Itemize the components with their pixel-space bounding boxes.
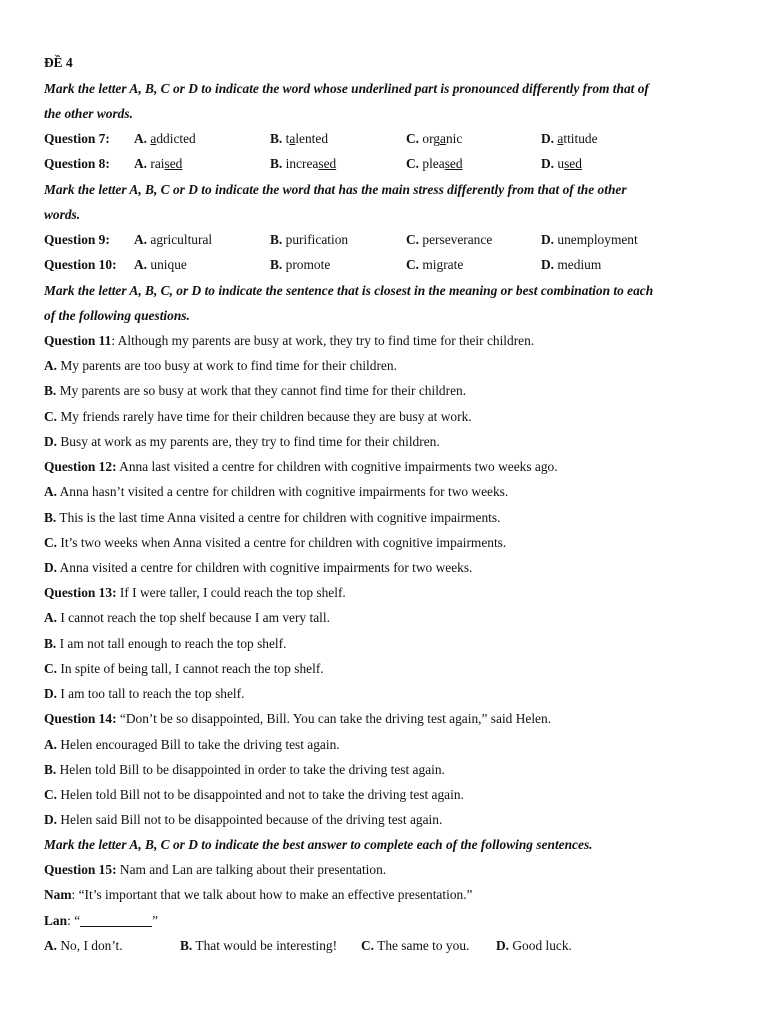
option-a: A. addicted [134,131,196,146]
q11-option-a: A. My parents are too busy at work to find time for their children. [44,358,397,373]
option-d: D. medium [541,257,602,272]
q12-option-c: C. It’s two weeks when Anna visited a centre for children with cognitive impairments. [44,535,507,550]
option-b: B. increased [270,156,337,171]
option-d: D. attitude [541,131,598,146]
speaker-nam: Nam [44,887,72,902]
q11-option-d: D. Busy at work as my parents are, they try to find time for their children. [44,434,440,449]
option-a: A. raised [134,156,183,171]
question-prompt: Nam and Lan are talking about their presentation. [116,862,387,877]
question-label: Question 14: [44,711,117,726]
q14-option-b: B. Helen told Bill to be disappointed in order to take the driving test again. [44,762,445,777]
q12-option-b: B. This is the last time Anna visited a centre for children with cognitive impairments. [44,510,501,525]
question-12 [44,454,724,479]
option-c: C. pleased [406,156,463,171]
option-c: C. organic [406,131,463,146]
q13-option-d: D. I am too tall to reach the top shelf. [44,686,245,701]
q12-option-d: D. Anna visited a centre for children with cognitive impairments for two weeks. [44,560,473,575]
q14-option-c: C. Helen told Bill not to be disappointed and not to take the driving test again. [44,787,464,802]
option-b: B. talented [270,131,329,146]
meaning-instruction-line2: of the following questions. [44,308,190,323]
question-prompt: : Although my parents are busy at work, they try to find time for their children. [111,333,535,348]
pronunciation-instruction-line2: the other words. [44,106,133,121]
question-prompt: If I were taller, I could reach the top shelf. [116,585,346,600]
lan-dialogue-line: Lan: “ ” [44,913,159,928]
option-d: D. Good luck. [496,938,572,953]
question-label: Question 11 [44,333,112,348]
answer-blank [80,912,152,927]
question-label: Question 10: [44,257,117,272]
question-7 [44,126,724,151]
question-label: Question 13: [44,585,117,600]
question-prompt: Anna last visited a centre for children with cognitive impairments two weeks ago. [116,459,558,474]
option-d: D. used [541,156,582,171]
exam-title: ĐỀ 4 [44,55,73,70]
question-15 [44,857,724,882]
stress-instruction-line2: words. [44,207,81,222]
question-14 [44,706,724,731]
option-a: A. No, I don’t. [44,938,123,953]
meaning-instruction-line1: Mark the letter A, B, C, or D to indicate the sentence that is closest in the meaning or best combination to each [44,283,654,298]
option-d: D. unemployment [541,232,638,247]
question-8 [44,151,724,176]
question-label: Question 15: [44,862,117,877]
question-label: Question 7: [44,131,110,146]
option-b: B. purification [270,232,349,247]
option-a: A. agricultural [134,232,213,247]
q13-option-c: C. In spite of being tall, I cannot reach the top shelf. [44,661,324,676]
stress-instruction-line1: Mark the letter A, B, C or D to indicate the word that has the main stress differently from that of the other [44,182,627,197]
pronunciation-instruction-line1: Mark the letter A, B, C or D to indicate the word whose underlined part is pronounced differently from that of [44,81,649,96]
q14-option-a: A. Helen encouraged Bill to take the driving test again. [44,737,340,752]
question-13 [44,580,724,605]
option-b: B. That would be interesting! [180,938,338,953]
question-11 [44,328,724,353]
question-label: Question 8: [44,156,110,171]
question-label: Question 12: [44,459,117,474]
question-10 [44,252,724,277]
q13-option-a: A. I cannot reach the top shelf because I am very tall. [44,610,330,625]
option-c: C. The same to you. [361,938,470,953]
speaker-lan: Lan [44,913,68,928]
q14-option-d: D. Helen said Bill not to be disappointed because of the driving test again. [44,812,443,827]
completion-instruction: Mark the letter A, B, C or D to indicate the best answer to complete each of the following sentences. [44,837,593,852]
option-c: C. perseverance [406,232,493,247]
option-a: A. unique [134,257,187,272]
question-label: Question 9: [44,232,110,247]
q13-option-b: B. I am not tall enough to reach the top shelf. [44,636,287,651]
nam-utterance: : “It’s important that we talk about how to make an effective presentation.” [71,887,473,902]
nam-dialogue-line [44,882,724,907]
q11-option-c: C. My friends rarely have time for their children because they are busy at work. [44,409,472,424]
option-c: C. migrate [406,257,464,272]
question-9 [44,227,724,252]
option-b: B. promote [270,257,331,272]
q11-option-b: B. My parents are so busy at work that they cannot find time for their children. [44,383,467,398]
question-prompt: “Don’t be so disappointed, Bill. You can take the driving test again,” said Helen. [116,711,552,726]
q12-option-a: A. Anna hasn’t visited a centre for children with cognitive impairments for two weeks. [44,484,509,499]
